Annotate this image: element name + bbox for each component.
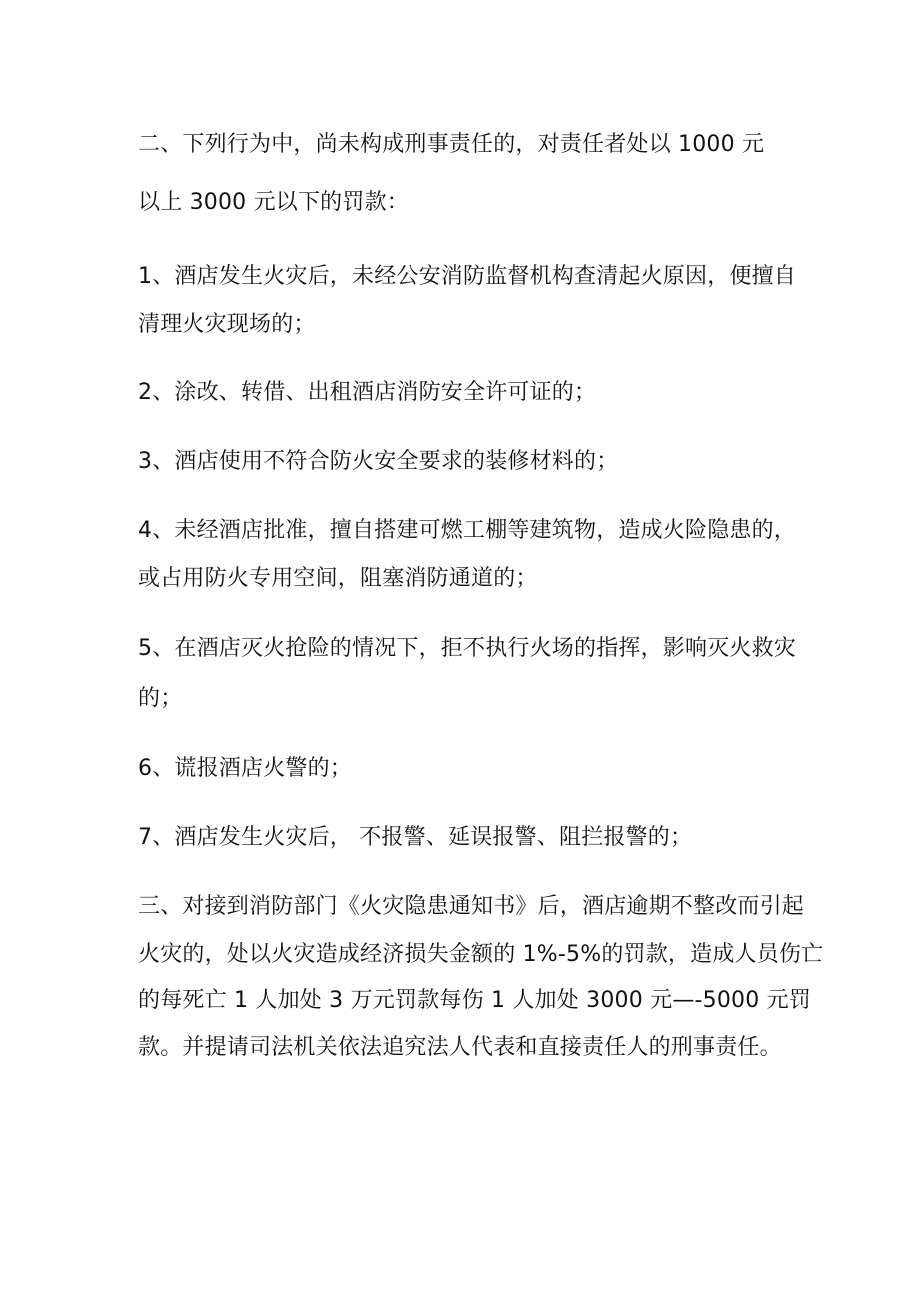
item-4-line-1: 4、未经酒店批准，擅自搭建可燃工棚等建筑物，造成火险隐患的， — [138, 518, 796, 543]
item-5-line-2: 的； — [138, 686, 183, 711]
section-3-line-3: 的每死亡 1 人加处 3 万元罚款每伤 1 人加处 3000 元—-5000 元罚 — [138, 988, 812, 1013]
item-5-line-1: 5、在酒店灭火抢险的情况下，拒不执行火场的指挥，影响灭火救灾 — [138, 636, 796, 661]
section-3-line-2: 火灾的，处以火灾造成经济损失金额的 1%-5%的罚款，造成人员伤亡 — [138, 942, 824, 967]
section-2-heading-line-2: 以上 3000 元以下的罚款： — [138, 190, 409, 215]
item-3-line: 3、酒店使用不符合防火安全要求的装修材料的； — [138, 449, 619, 474]
item-1-line-1: 1、酒店发生火灾后，未经公安消防监督机构查清起火原因，便擅自 — [138, 264, 796, 289]
item-2-line: 2、涂改、转借、出租酒店消防安全许可证的； — [138, 380, 597, 405]
section-3-line-1: 三、对接到消防部门《火灾隐患通知书》后，酒店逾期不整改而引起 — [138, 894, 805, 919]
item-4-line-2: 或占用防火专用空间，阻塞消防通道的； — [138, 566, 538, 591]
item-7-line: 7、酒店发生火灾后， 不报警、延误报警、阻拦报警的； — [138, 825, 693, 850]
section-3-line-4: 款。并提请司法机关依法追究法人代表和直接责任人的刑事责任。 — [138, 1035, 782, 1060]
item-1-line-2: 清理火灾现场的； — [138, 312, 316, 337]
item-6-line: 6、谎报酒店火警的； — [138, 756, 352, 781]
section-2-heading-line-1: 二、下列行为中，尚未构成刑事责任的，对责任者处以 1000 元 — [138, 132, 765, 157]
